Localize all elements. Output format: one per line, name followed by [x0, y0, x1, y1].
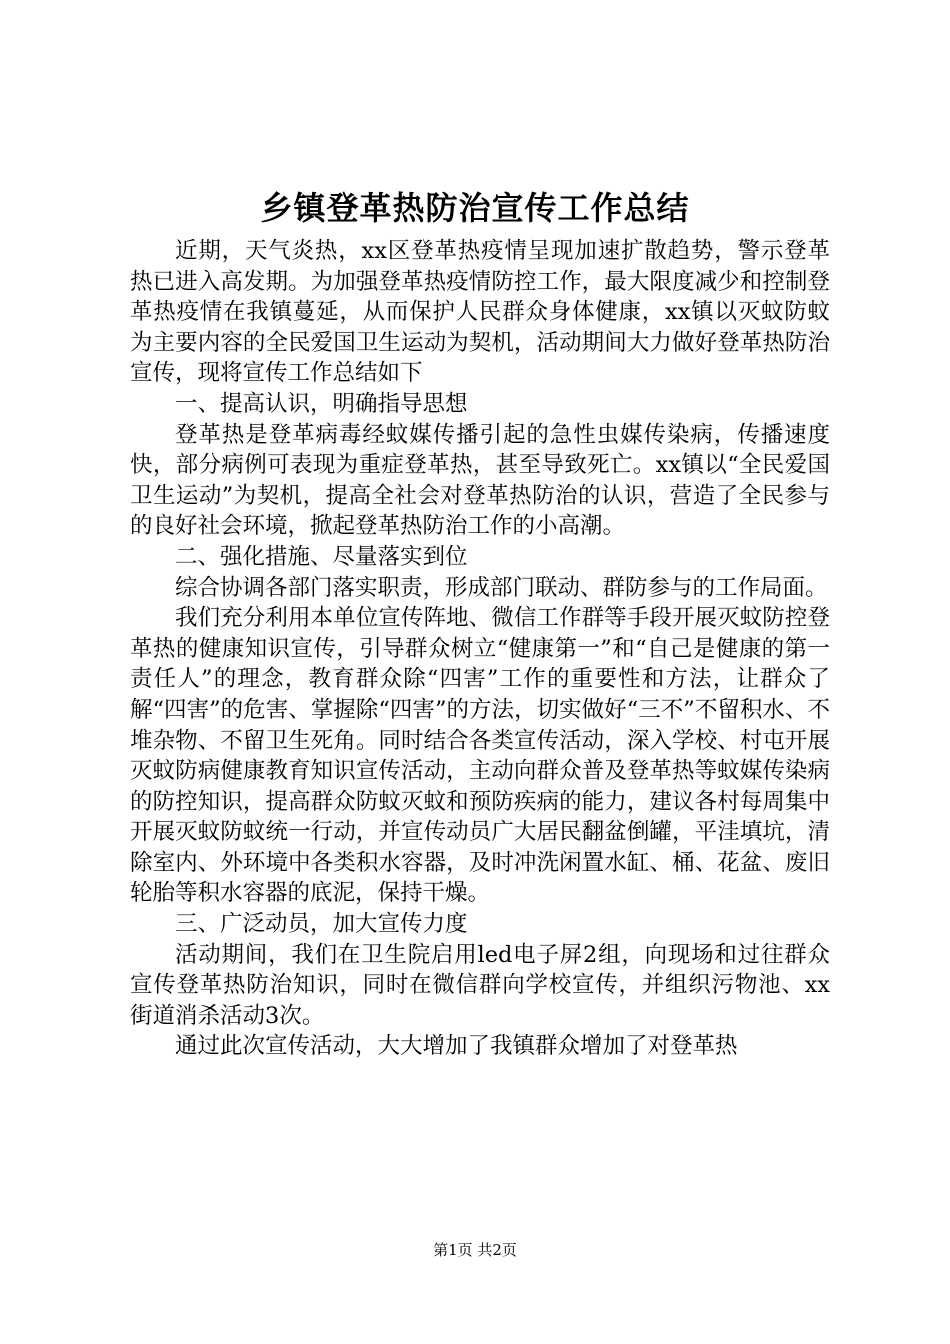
section-heading-2: 二、强化措施、尽量落实到位	[175, 543, 468, 570]
intro-paragraph: 近期，天气炎热，xx区登革热疫情呈现加速扩散趋势，警示登革热已进入高发期。为加强登革热疫情防控工作，最大限度减少和控制登革热疫情在我镇蔓延，从而保护人民群众身体健康，xx镇以灭蚊防蚊为主要内容的全民爱国卫生运动为契机，活动期间大力做好登革热防治宣传，现将宣传工作总结如下	[130, 238, 830, 387]
document-body	[130, 236, 830, 1062]
section-1-paragraph: 登革热是登革病毒经蚊媒传播引起的急性虫媒传染病，传播速度快，部分病例可表现为重症登革热，甚至导致死亡。xx镇以“全民爱国卫生运动”为契机，提高全社会对登革热防治的认识，营造了全民参与的良好社会环境，掀起登革热防治工作的小高潮。	[130, 421, 830, 540]
section-3-paragraph-2: 通过此次宣传活动，大大增加了我镇群众增加了对登革热	[175, 1033, 738, 1060]
document-title: 乡镇登革热防治宣传工作总结	[260, 189, 690, 227]
section-3-paragraph-1: 活动期间，我们在卫生院启用led电子屏2组，向现场和过往群众宣传登革热防治知识，同时在微信群向学校宣传，并组织污物池、xx街道消杀活动3次。	[130, 941, 830, 1029]
section-heading-3: 三、广泛动员，加大宣传力度	[175, 911, 468, 938]
section-heading-1: 一、提高认识，明确指导思想	[175, 390, 468, 417]
section-2-paragraph-1: 综合协调各部门落实职责，形成部门联动、群防参与的工作局面。	[175, 574, 828, 601]
page-indicator: 第1页 共2页	[433, 1241, 517, 1259]
section-2-paragraph-2: 我们充分利用本单位宣传阵地、微信工作群等手段开展灭蚊防控登革热的健康知识宣传，引导群众树立“健康第一”和“自己是健康的第一责任人”的理念，教育群众除“四害”工作的重要性和方法，让群众了解“四害”的危害、掌握除“四害”的方法，切实做好“三不”不留积水、不堆杂物、不留卫生死角。同时结合各类宣传活动，深入学校、村屯开展灭蚊防病健康教育知识宣传活动，主动向群众普及登革热等蚊媒传染病的防控知识，提高群众防蚊灭蚊和预防疾病的能力，建议各村每周集中开展灭蚊防蚊统一行动，并宣传动员广大居民翻盆倒罐，平洼填坑，清除室内、外环境中各类积水容器，及时冲洗闲置水缸、桶、花盆、废旧轮胎等积水容器的底泥，保持干燥。	[130, 605, 830, 907]
